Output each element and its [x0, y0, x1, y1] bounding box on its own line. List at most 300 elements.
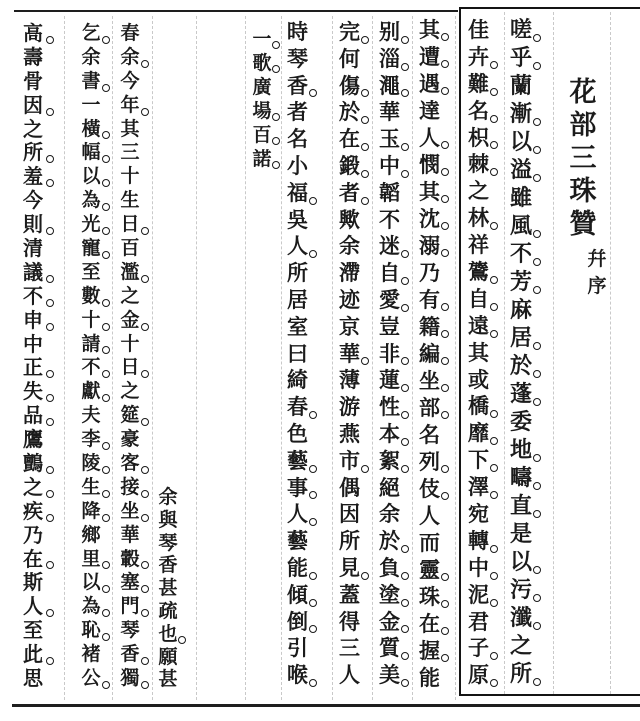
glyph: 乞	[78, 22, 104, 46]
glyph: 春	[120, 22, 140, 44]
emphasis-circle-mark	[401, 170, 409, 178]
glyph: 事	[284, 475, 311, 502]
emphasis-circle-mark	[309, 89, 317, 97]
emphasis-circle-mark	[441, 33, 449, 41]
emphasis-circle-mark	[401, 625, 409, 633]
glyph: 獨	[117, 667, 143, 691]
glyph: 至	[81, 260, 101, 283]
glyph: 以	[507, 548, 535, 576]
glyph: 人	[419, 503, 440, 528]
glyph: 其	[120, 117, 140, 140]
glyph: 與	[158, 508, 178, 531]
top-rule-line	[14, 10, 458, 12]
emphasis-circle-mark	[141, 561, 149, 569]
emphasis-circle-mark	[401, 438, 409, 446]
emphasis-circle-mark	[361, 36, 369, 44]
emphasis-circle-mark	[46, 490, 54, 498]
emphasis-circle-mark	[102, 323, 110, 331]
body-col-4	[284, 19, 311, 689]
glyph: 門	[117, 595, 143, 619]
emphasis-circle-mark	[401, 572, 409, 580]
emphasis-circle-mark	[102, 251, 110, 259]
emphasis-circle-mark	[401, 679, 409, 687]
bottom-rule-line	[12, 704, 640, 707]
glyph: 人	[18, 595, 48, 619]
glyph: 質	[376, 635, 403, 662]
glyph: 此	[18, 643, 48, 667]
glyph: 以	[78, 571, 104, 595]
glyph: 迹	[339, 286, 360, 312]
emphasis-circle-mark	[533, 174, 541, 182]
glyph: 蓋	[339, 581, 360, 607]
glyph: 幷	[587, 248, 607, 270]
glyph: 壽	[23, 44, 43, 69]
column-guide-line	[332, 16, 333, 700]
glyph: 福	[284, 180, 311, 207]
glyph: 於	[507, 352, 535, 380]
emphasis-circle-mark	[401, 465, 409, 473]
glyph: 以	[78, 165, 104, 189]
glyph: 所	[339, 528, 360, 554]
glyph: 疇	[507, 464, 535, 492]
glyph: 余	[339, 233, 360, 259]
glyph: 其	[468, 339, 489, 365]
body-col-6	[156, 486, 180, 691]
emphasis-circle-mark	[309, 197, 317, 205]
glyph: 在	[18, 548, 48, 572]
glyph: 之	[120, 380, 140, 403]
glyph: 之	[18, 476, 48, 500]
glyph: 而	[419, 530, 440, 555]
emphasis-circle-mark	[533, 146, 541, 154]
glyph: 褚	[81, 643, 101, 666]
glyph: 鷟	[465, 259, 492, 286]
glyph: 京	[339, 313, 360, 339]
emphasis-circle-mark	[533, 258, 541, 266]
glyph: 曰	[287, 340, 308, 366]
glyph: 游	[339, 394, 360, 420]
glyph: 陵	[78, 452, 104, 476]
column-guide-line	[412, 16, 413, 700]
glyph: 華	[336, 341, 363, 368]
glyph: 性	[376, 394, 403, 421]
glyph: 所	[507, 660, 535, 688]
glyph: 數	[78, 285, 104, 309]
glyph: 失	[18, 380, 48, 404]
emphasis-circle-mark	[441, 384, 449, 392]
emphasis-circle-mark	[46, 155, 54, 163]
glyph: 請	[78, 333, 104, 357]
glyph: 憫	[416, 151, 443, 178]
glyph: 祥	[468, 232, 489, 258]
glyph: 完	[336, 19, 363, 46]
emphasis-circle-mark	[441, 573, 449, 581]
emphasis-circle-mark	[401, 250, 409, 258]
emphasis-circle-mark	[102, 370, 110, 378]
emphasis-circle-mark	[272, 161, 280, 169]
glyph: 羞	[18, 165, 48, 189]
title-sub	[584, 246, 610, 300]
emphasis-circle-mark	[141, 275, 149, 283]
glyph: 雖	[509, 185, 532, 211]
emphasis-circle-mark	[441, 87, 449, 95]
emphasis-circle-mark	[533, 286, 541, 294]
glyph: 恥	[78, 619, 104, 643]
glyph: 瀸	[507, 604, 535, 632]
emphasis-circle-mark	[46, 418, 54, 426]
emphasis-circle-mark	[533, 62, 541, 70]
glyph: 下	[465, 447, 492, 474]
emphasis-circle-mark	[102, 36, 110, 44]
glyph: 不	[78, 356, 104, 380]
emphasis-circle-mark	[141, 657, 149, 665]
glyph: 本	[376, 421, 403, 448]
glyph: 蓬	[507, 380, 535, 408]
emphasis-circle-mark	[361, 357, 369, 365]
glyph: 芳	[507, 268, 535, 296]
glyph: 者	[287, 99, 308, 125]
glyph: 嗟	[507, 16, 535, 44]
glyph: 中	[23, 331, 43, 356]
emphasis-circle-mark	[102, 514, 110, 522]
glyph: 負	[376, 555, 403, 582]
glyph: 公	[78, 667, 104, 691]
glyph: 或	[468, 366, 489, 392]
glyph: 轂	[117, 548, 143, 572]
glyph: 非	[376, 341, 403, 368]
emphasis-circle-mark	[533, 34, 541, 42]
emphasis-circle-mark	[141, 681, 149, 689]
glyph: 議	[18, 261, 48, 285]
glyph: 生	[120, 189, 140, 212]
column-guide-line	[281, 16, 282, 700]
emphasis-circle-mark	[533, 454, 541, 462]
emphasis-circle-mark	[46, 466, 54, 474]
glyph: 筵	[117, 404, 143, 428]
glyph: 日	[117, 356, 143, 380]
glyph: 甚	[158, 668, 178, 691]
glyph: 序	[587, 275, 607, 297]
glyph: 居	[287, 286, 308, 312]
emphasis-circle-mark	[141, 466, 149, 474]
emphasis-circle-mark	[178, 636, 186, 644]
glyph: 靈	[416, 556, 443, 583]
glyph: 香	[284, 73, 311, 100]
glyph: 香	[158, 554, 178, 577]
glyph: 其	[416, 16, 443, 43]
glyph: 豈	[379, 313, 400, 339]
glyph: 琴	[120, 619, 140, 642]
emphasis-circle-mark	[141, 108, 149, 116]
emphasis-circle-mark	[141, 418, 149, 426]
glyph: 不	[18, 285, 48, 309]
glyph: 獻	[78, 380, 104, 404]
glyph: 一	[250, 27, 274, 51]
emphasis-circle-mark	[490, 599, 498, 607]
glyph: 傷	[336, 73, 363, 100]
glyph: 為	[78, 189, 104, 213]
glyph: 於	[336, 99, 363, 126]
emphasis-circle-mark	[441, 411, 449, 419]
glyph: 澤	[465, 474, 492, 501]
glyph: 甚	[158, 577, 178, 600]
glyph: 小	[287, 152, 308, 178]
glyph: 沈	[416, 205, 443, 232]
glyph: 珠	[569, 176, 597, 207]
emphasis-circle-mark	[401, 411, 409, 419]
glyph: 色	[287, 420, 308, 446]
emphasis-circle-mark	[309, 465, 317, 473]
emphasis-circle-mark	[361, 465, 369, 473]
glyph: 蘭	[509, 73, 532, 99]
glyph: 名	[287, 126, 308, 152]
glyph: 棘	[465, 151, 492, 178]
glyph: 品	[18, 404, 48, 428]
glyph: 在	[336, 126, 363, 153]
glyph: 韜	[379, 179, 400, 205]
glyph: 藝	[284, 448, 311, 475]
glyph: 塗	[376, 582, 403, 609]
glyph: 幅	[78, 141, 104, 165]
glyph: 藝	[287, 528, 308, 554]
emphasis-circle-mark	[102, 585, 110, 593]
glyph: 因	[339, 501, 360, 527]
glyph: 偶	[339, 474, 360, 500]
emphasis-circle-mark	[141, 60, 149, 68]
glyph: 於	[376, 528, 403, 555]
glyph: 余	[117, 46, 143, 70]
glyph: 美	[376, 662, 403, 689]
emphasis-circle-mark	[102, 561, 110, 569]
glyph: 正	[18, 356, 48, 380]
glyph: 骨	[23, 68, 43, 93]
emphasis-circle-mark	[441, 330, 449, 338]
glyph: 之	[120, 284, 140, 307]
glyph: 願	[158, 645, 178, 668]
glyph: 部	[569, 110, 597, 141]
glyph: 余	[158, 486, 178, 508]
emphasis-circle-mark	[490, 545, 498, 553]
emphasis-circle-mark	[533, 398, 541, 406]
glyph: 夫	[81, 404, 101, 427]
emphasis-circle-mark	[102, 490, 110, 498]
glyph: 不	[379, 206, 400, 232]
emphasis-circle-mark	[490, 115, 498, 123]
glyph: 遭	[416, 43, 443, 70]
glyph: 橋	[465, 393, 492, 420]
glyph: 燕	[339, 420, 360, 446]
glyph: 蓮	[376, 367, 403, 394]
column-guide-line	[553, 12, 554, 694]
glyph: 有	[416, 286, 443, 313]
glyph: 靡	[465, 420, 492, 447]
glyph: 麻	[509, 297, 532, 323]
emphasis-circle-mark	[401, 63, 409, 71]
emphasis-circle-mark	[102, 394, 110, 402]
glyph: 濫	[117, 261, 143, 285]
emphasis-circle-mark	[441, 195, 449, 203]
glyph: 十	[78, 309, 104, 333]
emphasis-circle-mark	[533, 118, 541, 126]
glyph: 降	[78, 500, 104, 524]
glyph: 薄	[339, 367, 360, 393]
glyph: 李	[78, 428, 104, 452]
emphasis-circle-mark	[141, 609, 149, 617]
glyph: 百	[250, 123, 274, 147]
column-guide-line	[455, 16, 456, 700]
glyph: 日	[117, 213, 143, 237]
glyph: 花	[569, 77, 597, 108]
glyph: 何	[339, 45, 360, 71]
glyph: 疏	[158, 599, 178, 622]
emphasis-circle-mark	[361, 572, 369, 580]
glyph: 斯	[23, 570, 43, 595]
glyph: 鷹	[23, 427, 43, 452]
emphasis-circle-mark	[309, 411, 317, 419]
emphasis-circle-mark	[401, 652, 409, 660]
glyph: 之	[468, 178, 489, 204]
glyph: 乎	[507, 44, 535, 72]
glyph: 列	[416, 448, 443, 475]
emphasis-circle-mark	[401, 277, 409, 285]
emphasis-circle-mark	[102, 681, 110, 689]
glyph: 其	[416, 178, 443, 205]
emphasis-circle-mark	[46, 514, 54, 522]
glyph: 見	[336, 555, 363, 582]
body-col-1	[416, 16, 443, 691]
glyph: 思	[23, 666, 43, 691]
glyph: 風	[507, 212, 535, 240]
glyph: 林	[465, 205, 492, 232]
glyph: 乃	[419, 260, 440, 285]
glyph: 地	[507, 436, 535, 464]
emphasis-circle-mark	[361, 170, 369, 178]
glyph: 愛	[376, 287, 403, 314]
glyph: 三	[120, 141, 140, 164]
glyph: 一	[81, 93, 101, 116]
glyph: 遠	[465, 313, 492, 340]
glyph: 人	[284, 501, 311, 528]
emphasis-circle-mark	[401, 357, 409, 365]
emphasis-circle-mark	[533, 594, 541, 602]
glyph: 金	[376, 609, 403, 636]
glyph: 十	[120, 165, 140, 188]
emphasis-circle-mark	[441, 141, 449, 149]
emphasis-circle-mark	[490, 303, 498, 311]
emphasis-circle-mark	[141, 227, 149, 235]
box-col-1	[507, 16, 535, 688]
glyph: 三	[569, 143, 597, 174]
glyph: 所	[287, 260, 308, 286]
emphasis-circle-mark	[533, 342, 541, 350]
glyph: 市	[336, 448, 363, 475]
emphasis-circle-mark	[46, 394, 54, 402]
glyph: 人	[339, 662, 360, 688]
glyph: 高	[18, 22, 48, 46]
body-col-8	[78, 22, 104, 691]
glyph: 達	[419, 98, 440, 123]
glyph: 者	[336, 180, 363, 207]
glyph: 書	[78, 70, 104, 94]
glyph: 澠	[376, 73, 403, 100]
title-main	[566, 76, 600, 241]
emphasis-circle-mark	[309, 250, 317, 258]
emphasis-circle-mark	[441, 303, 449, 311]
glyph: 絕	[379, 474, 400, 500]
body-col-5	[250, 27, 274, 171]
glyph: 别	[376, 19, 403, 46]
emphasis-circle-mark	[102, 442, 110, 450]
glyph: 佳	[468, 17, 489, 42]
emphasis-circle-mark	[46, 561, 54, 569]
glyph: 籍	[416, 313, 443, 340]
body-col-7	[117, 22, 143, 691]
emphasis-circle-mark	[441, 492, 449, 500]
glyph: 塞	[117, 571, 143, 595]
column-guide-line	[196, 16, 197, 700]
glyph: 握	[416, 637, 443, 664]
glyph: 華	[379, 99, 400, 125]
glyph: 中	[376, 153, 403, 180]
emphasis-circle-mark	[46, 657, 54, 665]
emphasis-circle-mark	[102, 227, 110, 235]
emphasis-circle-mark	[490, 491, 498, 499]
emphasis-circle-mark	[46, 609, 54, 617]
glyph: 至	[23, 618, 43, 643]
emphasis-circle-mark	[46, 370, 54, 378]
glyph: 污	[507, 576, 535, 604]
emphasis-circle-mark	[401, 304, 409, 312]
emphasis-circle-mark	[441, 654, 449, 662]
emphasis-circle-mark	[533, 230, 541, 238]
glyph: 漸	[507, 100, 535, 128]
emphasis-circle-mark	[401, 545, 409, 553]
glyph: 直	[507, 492, 535, 520]
emphasis-circle-mark	[102, 155, 110, 163]
emphasis-circle-mark	[272, 113, 280, 121]
glyph: 以	[507, 128, 535, 156]
glyph: 玉	[376, 126, 403, 153]
glyph: 贊	[569, 209, 597, 240]
emphasis-circle-mark	[102, 131, 110, 139]
glyph: 歌	[250, 51, 274, 75]
column-guide-line	[504, 12, 505, 694]
glyph: 余	[81, 45, 101, 68]
glyph: 豪	[120, 428, 140, 451]
emphasis-circle-mark	[141, 490, 149, 498]
glyph: 場	[250, 99, 274, 123]
emphasis-circle-mark	[272, 65, 280, 73]
emphasis-circle-mark	[102, 346, 110, 354]
glyph: 枳	[465, 125, 492, 152]
glyph: 喉	[284, 662, 311, 689]
emphasis-circle-mark	[46, 36, 54, 44]
glyph: 光	[78, 213, 104, 237]
emphasis-circle-mark	[102, 299, 110, 307]
emphasis-circle-mark	[141, 370, 149, 378]
emphasis-circle-mark	[102, 609, 110, 617]
glyph: 溢	[507, 156, 535, 184]
glyph: 橫	[78, 118, 104, 142]
emphasis-circle-mark	[141, 323, 149, 331]
emphasis-circle-mark	[490, 276, 498, 284]
glyph: 原	[465, 662, 492, 689]
emphasis-circle-mark	[401, 89, 409, 97]
body-col-9	[18, 22, 48, 691]
glyph: 能	[419, 665, 440, 690]
glyph: 泥	[465, 582, 492, 609]
body-col-3	[336, 19, 363, 689]
